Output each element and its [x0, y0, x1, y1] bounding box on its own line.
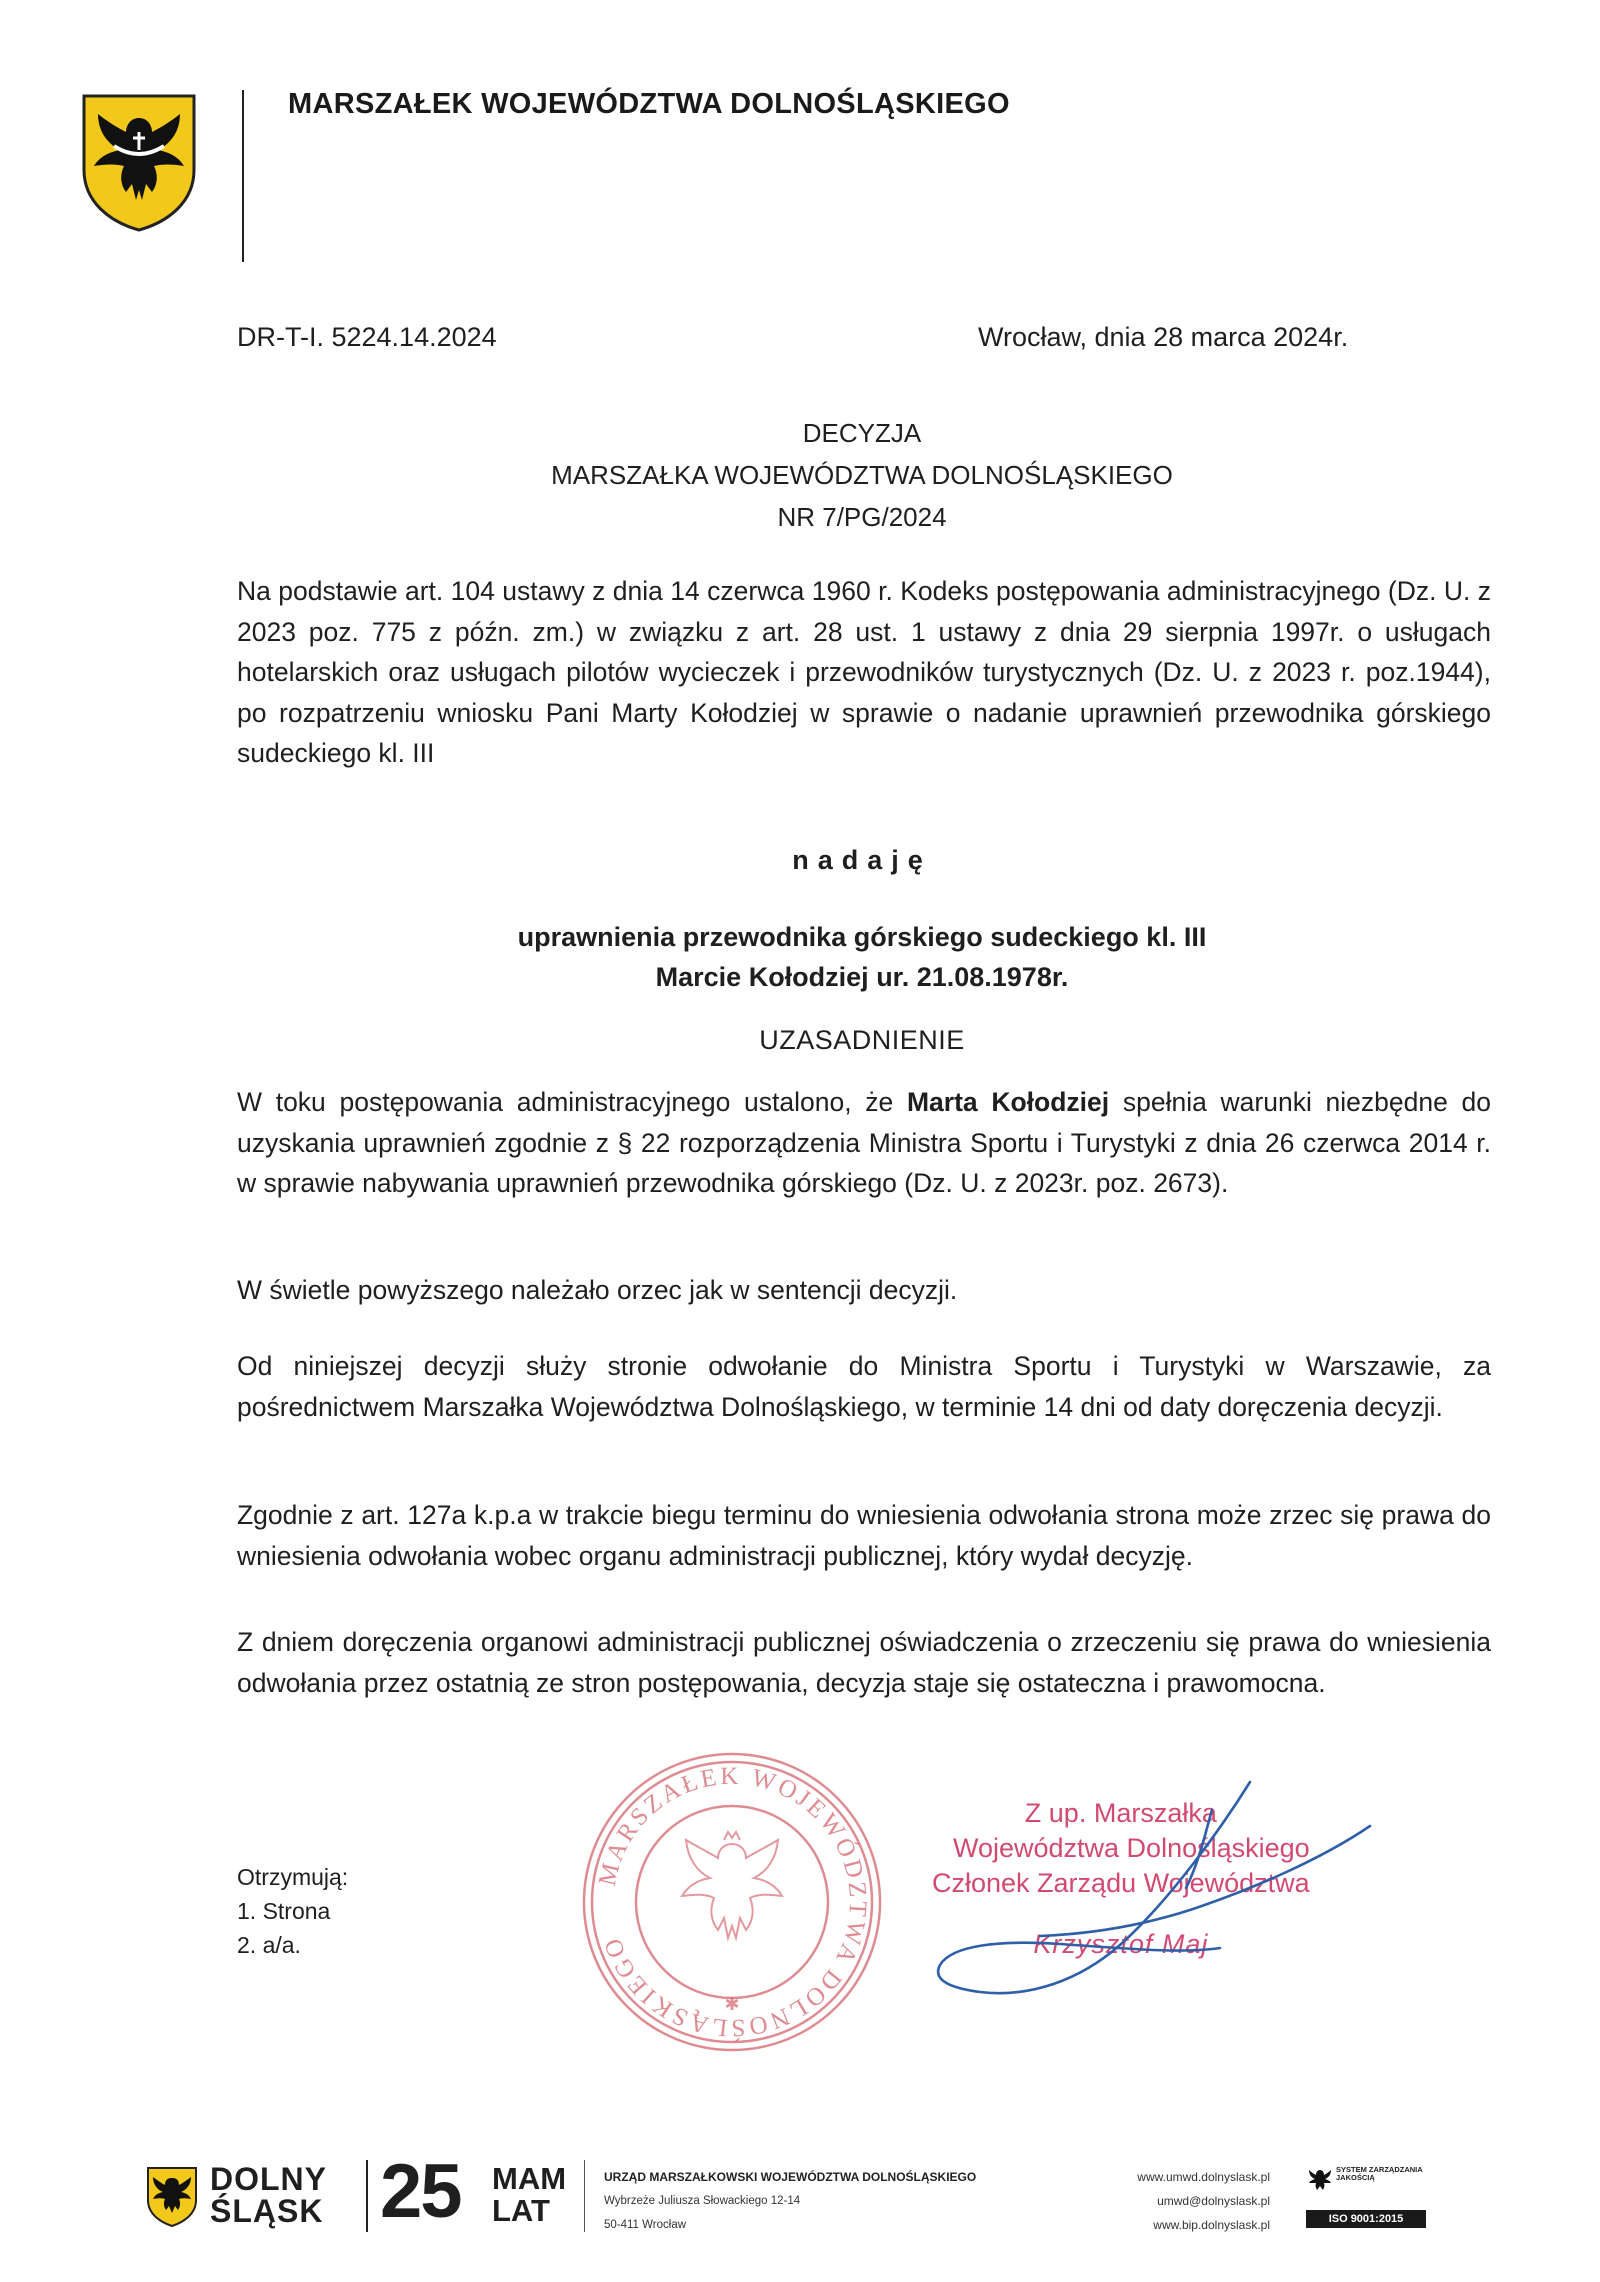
- contact-links: [1070, 2165, 1270, 2237]
- signatory-name: Krzysztof Maj: [1033, 1929, 1209, 1959]
- authorization-line2: Województwa Dolnośląskiego: [952, 1833, 1310, 1863]
- coat-of-arms-logo: [80, 92, 198, 232]
- email-link[interactable]: umwd@dolnyslask.pl: [1157, 2194, 1270, 2208]
- footer-divider: [584, 2160, 585, 2232]
- grant-statement: [237, 917, 1487, 997]
- anniversary-number: 25: [380, 2149, 461, 2234]
- header-divider: [242, 90, 244, 262]
- svg-text:MARSZAŁEK WOJEWÓDZTWA DOLNOŚLĄ: MARSZAŁEK WOJEWÓDZTWA DOLNOŚLĄSKIEGO: [593, 1762, 872, 2042]
- official-round-stamp: [578, 1748, 886, 2056]
- grant-statement-line2: Marcie Kołodziej ur. 21.08.1978r.: [655, 962, 1069, 992]
- recipient-item: 1. Strona: [237, 1898, 331, 1924]
- justification-paragraph: [237, 1082, 1491, 1204]
- recipients-list: [237, 1860, 348, 1962]
- decision-heading-line2: MARSZAŁKA WOJEWÓDZTWA DOLNOŚLĄSKIEGO: [551, 460, 1173, 490]
- document-date: Wrocław, dnia 28 marca 2024r.: [978, 322, 1349, 352]
- footer-divider: [366, 2160, 368, 2232]
- authorization-line1: Z up. Marszałka: [1024, 1798, 1217, 1828]
- anniversary-text: [492, 2163, 566, 2227]
- grant-verb: nadaję: [792, 845, 932, 875]
- finality-paragraph: Z dniem doręczenia organowi administracji publicznej oświadczenia o zrzeczeniu się prawa do wniesienia odwołania przez ostatnią ze stron postępowania, decyzja staje się ostateczna i prawomocna.: [237, 1627, 1491, 1698]
- authorization-line3: Członek Zarządu Województwa: [932, 1868, 1310, 1898]
- footer-brand-line1: DOLNY: [210, 2161, 327, 2197]
- anniversary-lat: LAT: [492, 2193, 550, 2228]
- decision-heading-line3: NR 7/PG/2024: [777, 502, 947, 532]
- anniversary-mam: MAM: [492, 2161, 567, 2196]
- iso-certification-badge: [1306, 2164, 1428, 2234]
- justification-heading: UZASADNIENIE: [759, 1025, 965, 1055]
- decision-heading: [237, 412, 1487, 538]
- justification-text-before: W toku postępowania administracyjnego ustalono, że: [237, 1087, 907, 1117]
- office-name: URZĄD MARSZAŁKOWSKI WOJEWÓDZTWA DOLNOŚLĄSKIEGO: [604, 2170, 977, 2184]
- conclusion-paragraph: W świetle powyższego należało orzec jak w sentencji decyzji.: [237, 1275, 958, 1305]
- reference-number: DR-T-I. 5224.14.2024: [237, 322, 497, 352]
- svg-text:✱: ✱: [724, 1994, 740, 2014]
- footer-brand: [210, 2163, 327, 2227]
- bip-link[interactable]: www.bip.dolnyslask.pl: [1153, 2218, 1270, 2232]
- recipients-label: Otrzymują:: [237, 1864, 349, 1890]
- iso-system-label: SYSTEM ZARZĄDZANIA JAKOŚCIĄ: [1336, 2165, 1423, 2182]
- office-address: [604, 2165, 976, 2237]
- appeal-paragraph: Od niniejszej decyzji służy stronie odwołanie do Ministra Sportu i Turystyki w Warszawie, za pośrednictwem Marszałka Województwa Dolnośląskiego, w terminie 14 dni od daty doręczenia decyzji.: [237, 1351, 1491, 1422]
- office-city: 50-411 Wrocław: [604, 2219, 687, 2231]
- office-street: Wybrzeże Juliusza Słowackiego 12-14: [604, 2195, 801, 2207]
- waiver-paragraph: Zgodnie z art. 127a k.p.a w trakcie biegu terminu do wniesienia odwołania strona może zrzec się prawa do wniesienia odwołania wobec organu administracji publicznej, który wydał decyzję.: [237, 1500, 1491, 1571]
- footer-coat-of-arms: [146, 2166, 198, 2228]
- website-link[interactable]: www.umwd.dolnyslask.pl: [1137, 2170, 1270, 2184]
- applicant-name: Marta Kołodziej: [906, 1087, 1110, 1117]
- legal-basis-paragraph: Na podstawie art. 104 ustawy z dnia 14 czerwca 1960 r. Kodeks postępowania administracyjnego (Dz. U. z 2023 poz. 775 z późn. zm.) w związku z art. 28 ust. 1 ustawy z dnia 29 sierpnia 1997r. o usługach hotelarskich oraz usługach pilotów wycieczek i przewodników turystycznych (Dz. U. z 2023 r. poz.1944), po rozpatrzeniu wniosku Pani Marty Kołodziej w sprawie o nadanie uprawnień przewodnika górskiego sudeckiego kl. III: [237, 576, 1491, 768]
- iso-badge-label: ISO 9001:2015: [1306, 2210, 1426, 2228]
- iso-eagle-icon: [1308, 2166, 1332, 2194]
- handwritten-signature: [920, 1770, 1380, 2030]
- grant-statement-line1: uprawnienia przewodnika górskiego sudeckiego kl. III: [517, 922, 1207, 952]
- issuer-title: MARSZAŁEK WOJEWÓDZTWA DOLNOŚLĄSKIEGO: [288, 88, 1010, 120]
- justification-text-after: spełnia warunki niezbędne do uzyskania uprawnień zgodnie z § 22 rozporządzenia Ministra Sportu i Turystyki z dnia 26 czerwca 2014 r. w sprawie nabywania uprawnień przewodnika górskiego (Dz. U. z 2023r. poz. 2673).: [237, 1087, 1492, 1198]
- recipient-item: 2. a/a.: [237, 1932, 301, 1958]
- footer-brand-line2: ŚLĄSK: [210, 2193, 324, 2229]
- decision-heading-line1: DECYZJA: [802, 418, 922, 448]
